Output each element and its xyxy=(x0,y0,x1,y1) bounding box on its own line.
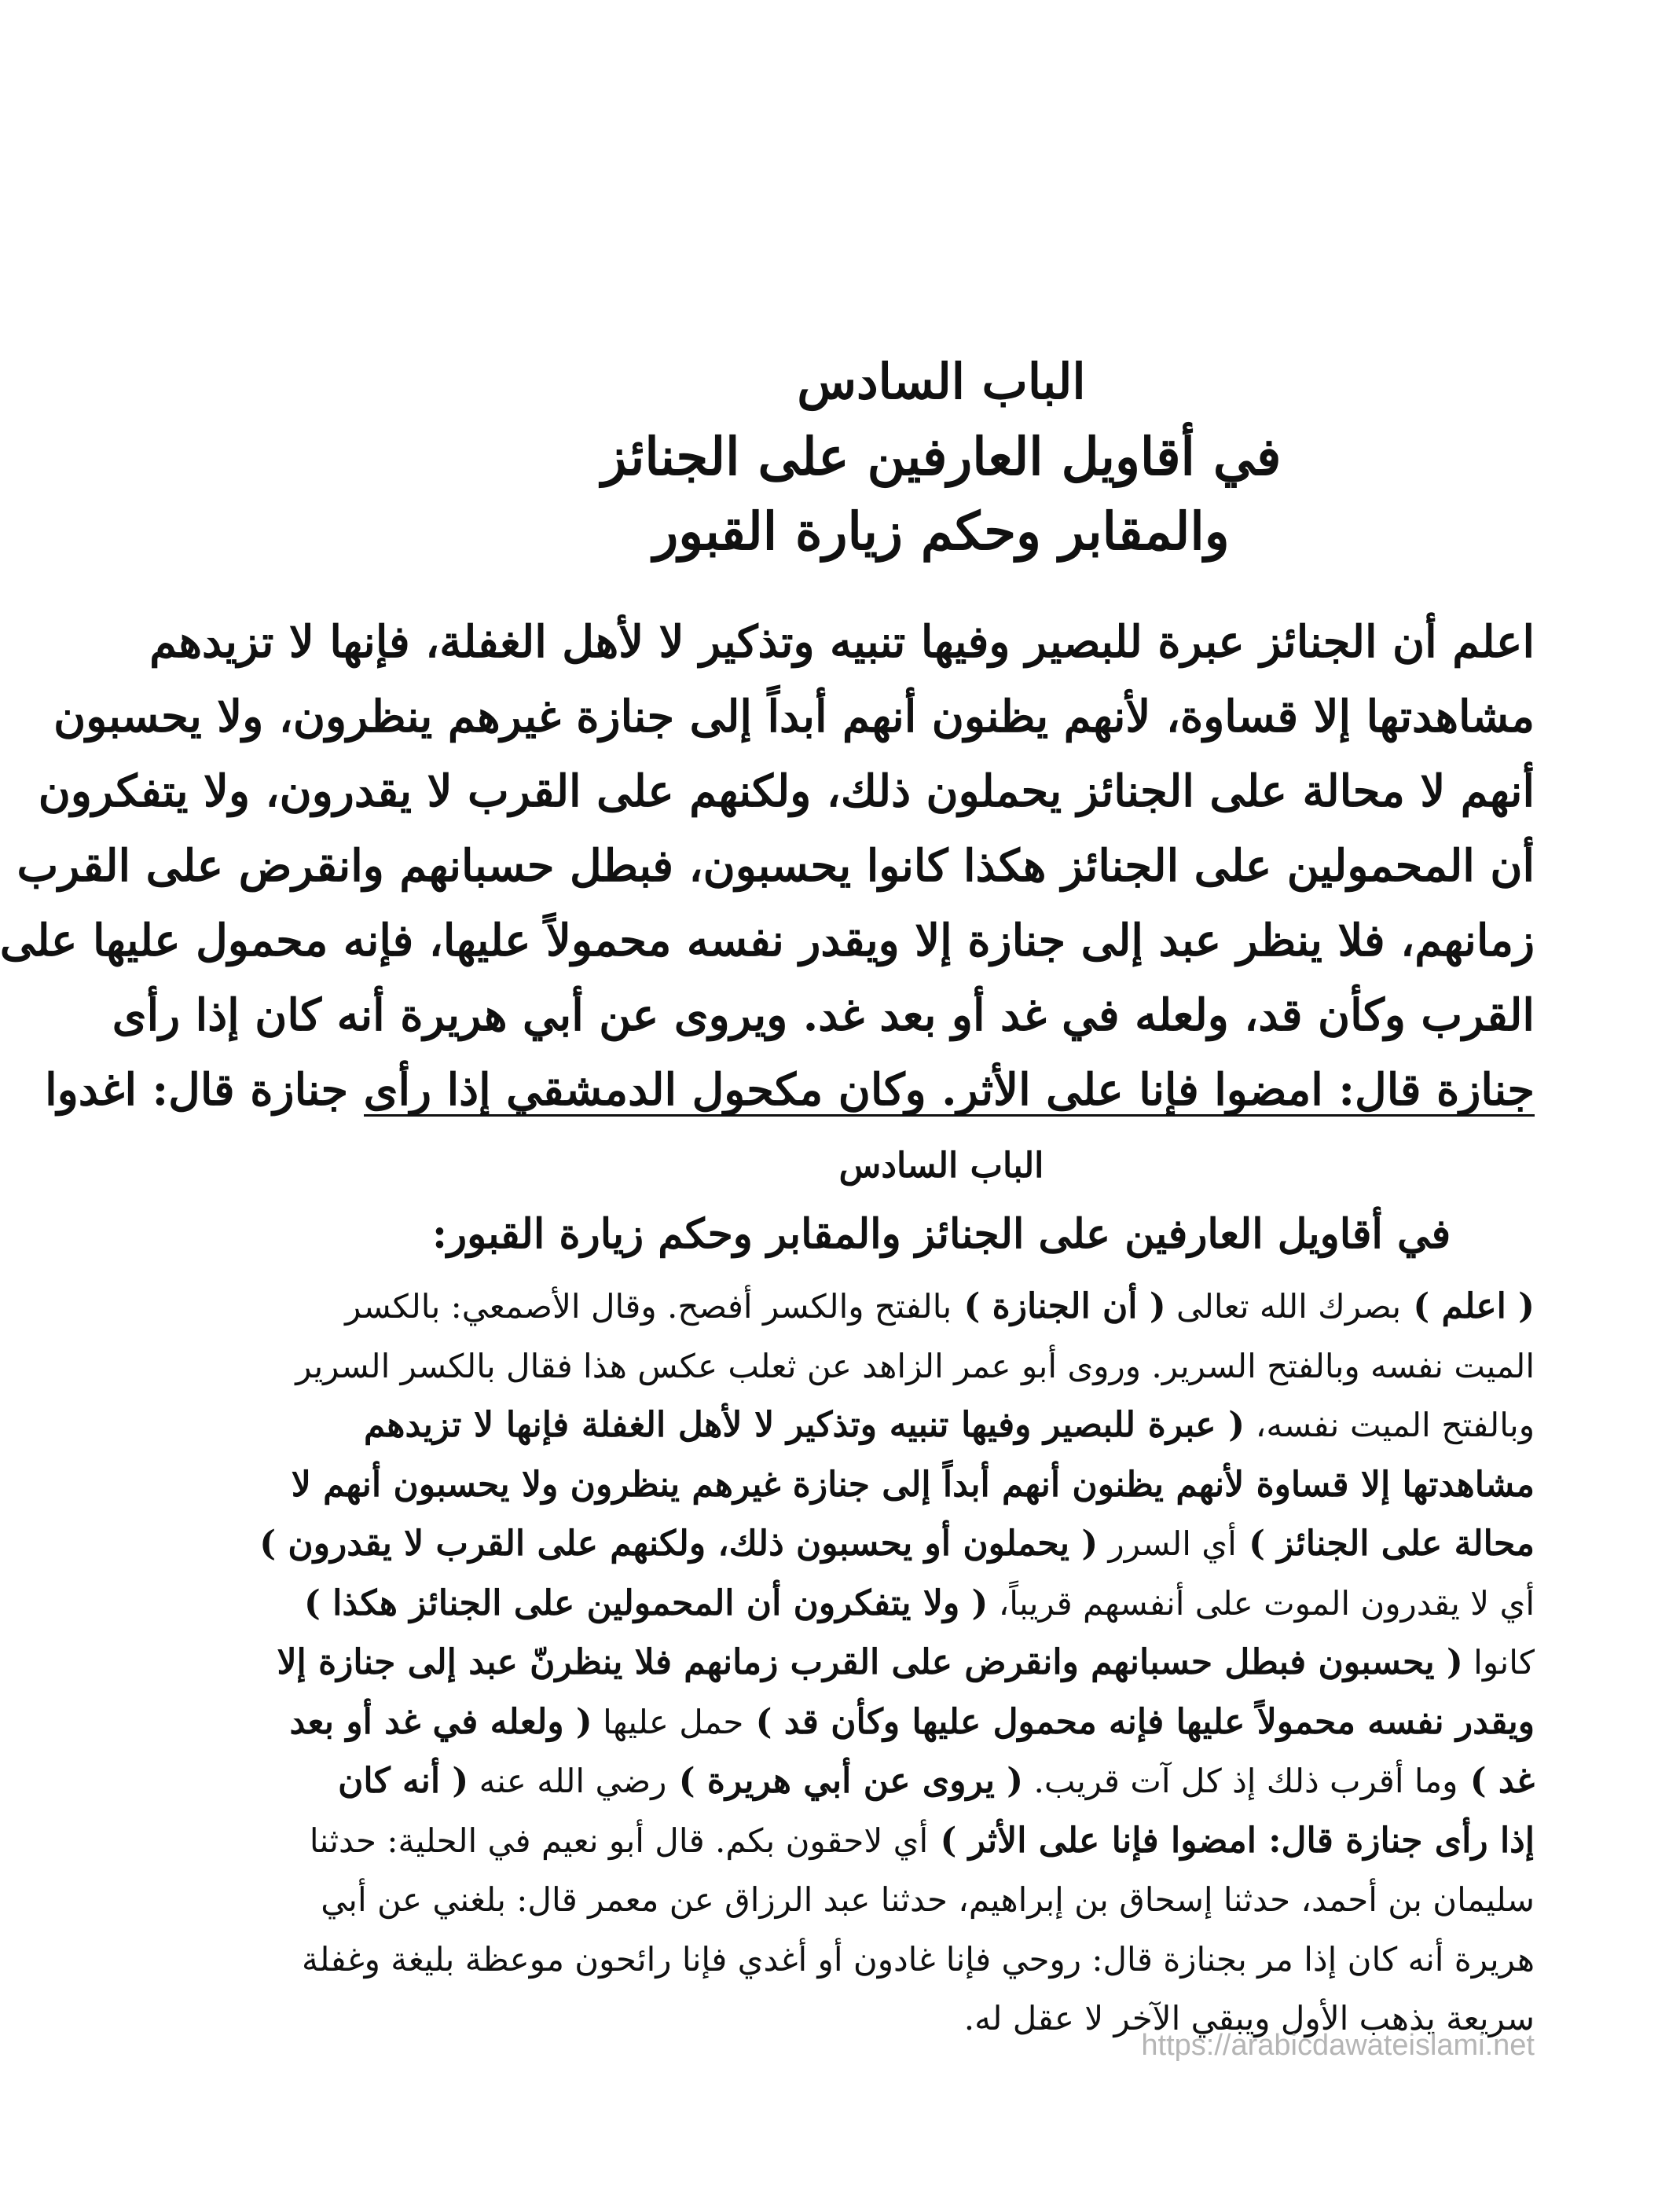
main-text-line: مشاهدتها إلا قساوة، لأنهم يظنون أنهم أبداً إلى جنازة غيرهم ينظرون، ولا يحسبون xyxy=(53,691,1535,743)
commentary-line xyxy=(295,1337,1535,1396)
commentary-line xyxy=(364,1396,1535,1455)
commentary-text-segment: سريعة يذهب الأول ويبقي الآخر لا عقل له. xyxy=(963,1999,1535,2037)
commentary-text-segment: هريرة أنه كان إذا مر بجنازة قال: روحي فإنا غادون أو أغدي فإنا رائحون موعظة بليغة وغفلة xyxy=(302,1939,1535,1979)
chapter-title-line3: والمقابر وحكم زيارة القبور xyxy=(653,501,1230,562)
main-text-line: اعلم أن الجنائز عبرة للبصير وفيها تنبيه وتذكير لا لأهل الغفلة، فإنها لا تزيدهم xyxy=(149,616,1535,668)
commentary-text-segment: وبالفتح الميت نفسه، xyxy=(1245,1406,1535,1444)
quoted-text-segment: ( ولعله في غد أو بعد xyxy=(289,1701,592,1742)
commentary-line xyxy=(277,1633,1535,1693)
commentary-text-segment: الميت نفسه وبالفتح السرير. وروى أبو عمر الزاهد عن ثعلب عكس هذا فقال بالكسر السرير xyxy=(295,1346,1535,1385)
commentary-text-segment: حمل عليها xyxy=(592,1702,744,1741)
commentary-text-segment: رضي الله عنه xyxy=(468,1762,667,1800)
quoted-text-segment: إذا رأى جنازة قال: امضوا فإنا على الأثر ) xyxy=(928,1820,1535,1861)
main-text-line: أن المحمولين على الجنائز هكذا كانوا يحسبون، فبطل حسبانهم وانقرض على القرب xyxy=(17,840,1535,892)
quoted-text-segment: ( عبرة للبصير وفيها تنبيه وتذكير لا لأهل الغفلة فإنها لا تزيدهم xyxy=(364,1405,1245,1445)
commentary-line xyxy=(291,1455,1535,1515)
main-text xyxy=(0,605,1535,1128)
main-text-line: أنهم لا محالة على الجنائز يحملون ذلك، ولكنهم على القرب لا يقدرون، ولا يتفكرون xyxy=(38,765,1535,817)
main-text-line: زمانهم، فلا ينظر عبد إلى جنازة إلا ويقدر نفسه محمولاً عليها، فإنه محمول عليها على xyxy=(0,915,1535,966)
commentary-line xyxy=(289,1693,1535,1752)
commentary-text-segment: سليمان بن أحمد، حدثنا إسحاق بن إبراهيم، حدثنا عبد الرزاق عن معمر قال: بلغني عن أبي xyxy=(321,1880,1535,1919)
commentary-text xyxy=(259,1277,1535,2048)
quoted-text-segment: ( أنه كان xyxy=(338,1761,469,1801)
commentary-line xyxy=(303,1574,1535,1634)
commentary-title-line1: الباب السادس xyxy=(838,1146,1044,1186)
quoted-text-segment: محالة على الجنائز ) xyxy=(1236,1524,1535,1564)
commentary-text-segment: وما أقرب ذلك إذ كل آت قريب. xyxy=(1023,1762,1458,1800)
quoted-text-segment: مشاهدتها إلا قساوة لأنهم يظنون أنهم أبداً إلى جنازة غيرهم ينظرون ولا يحسبون أنهم لا xyxy=(291,1464,1535,1505)
commentary-line xyxy=(302,1930,1535,1990)
commentary-line xyxy=(309,1811,1535,1871)
commentary-line xyxy=(345,1277,1535,1337)
commentary-line xyxy=(338,1751,1535,1811)
quoted-text-segment: ويقدر نفسه محمولاً عليها فإنه محمول عليها وكأن قد ) xyxy=(743,1701,1535,1742)
quoted-text-segment: ( ولا يتفكرون أن المحمولين على الجنائز هكذا ) xyxy=(303,1583,989,1623)
commentary-text-segment: أي السرر xyxy=(1098,1524,1237,1563)
quoted-text-segment: ( أن الجنازة ) xyxy=(952,1286,1166,1326)
main-text-line: القرب وكأن قد، ولعله في غد أو بعد غد. ويروى عن أبي هريرة أنه كان إذا رأى xyxy=(112,989,1535,1041)
commentary-text-segment: أي لا يقدرون الموت على أنفسهم قريباً، xyxy=(988,1583,1535,1623)
chapter-title-line1: الباب السادس xyxy=(797,353,1086,410)
chapter-title-line2: في أقاويل العارفين على الجنائز xyxy=(601,426,1282,487)
quoted-text-segment: ( يحملون أو يحسبون ذلك، ولكنهم على القرب لا يقدرون ) xyxy=(259,1524,1099,1564)
watermark-url: https://arabicdawateislami.net xyxy=(1141,2029,1535,2062)
commentary-text-segment: كانوا xyxy=(1462,1643,1535,1682)
commentary-title-line2: في أقاويل العارفين على الجنائز والمقابر وحكم زيارة القبور: xyxy=(431,1210,1451,1258)
commentary-line xyxy=(321,1870,1535,1930)
main-text-line: جنازة قال: امضوا فإنا على الأثر. وكان مكحول الدمشقي إذا رأى جنازة قال: اغدوا xyxy=(45,1064,1535,1116)
commentary-text-segment: بالفتح والكسر أفصح. وقال الأصمعي: بالكسر xyxy=(345,1287,952,1326)
quoted-text-segment: ( اعلم ) xyxy=(1401,1286,1535,1326)
quoted-text-segment: ( يحسبون فبطل حسبانهم وانقرض على القرب زمانهم فلا ينظرنّ عبد إلى جنازة إلا xyxy=(277,1642,1463,1682)
quoted-text-segment: ( يروى عن أبي هريرة ) xyxy=(666,1761,1024,1801)
commentary-text-segment: بصرك الله تعالى xyxy=(1165,1287,1402,1326)
commentary-text-segment: أي لاحقون بكم. قال أبو نعيم في الحلية: حدثنا xyxy=(309,1821,929,1860)
quoted-text-segment: غد ) xyxy=(1458,1761,1535,1801)
footnote-divider xyxy=(364,1114,1535,1117)
commentary-line xyxy=(259,1514,1535,1574)
